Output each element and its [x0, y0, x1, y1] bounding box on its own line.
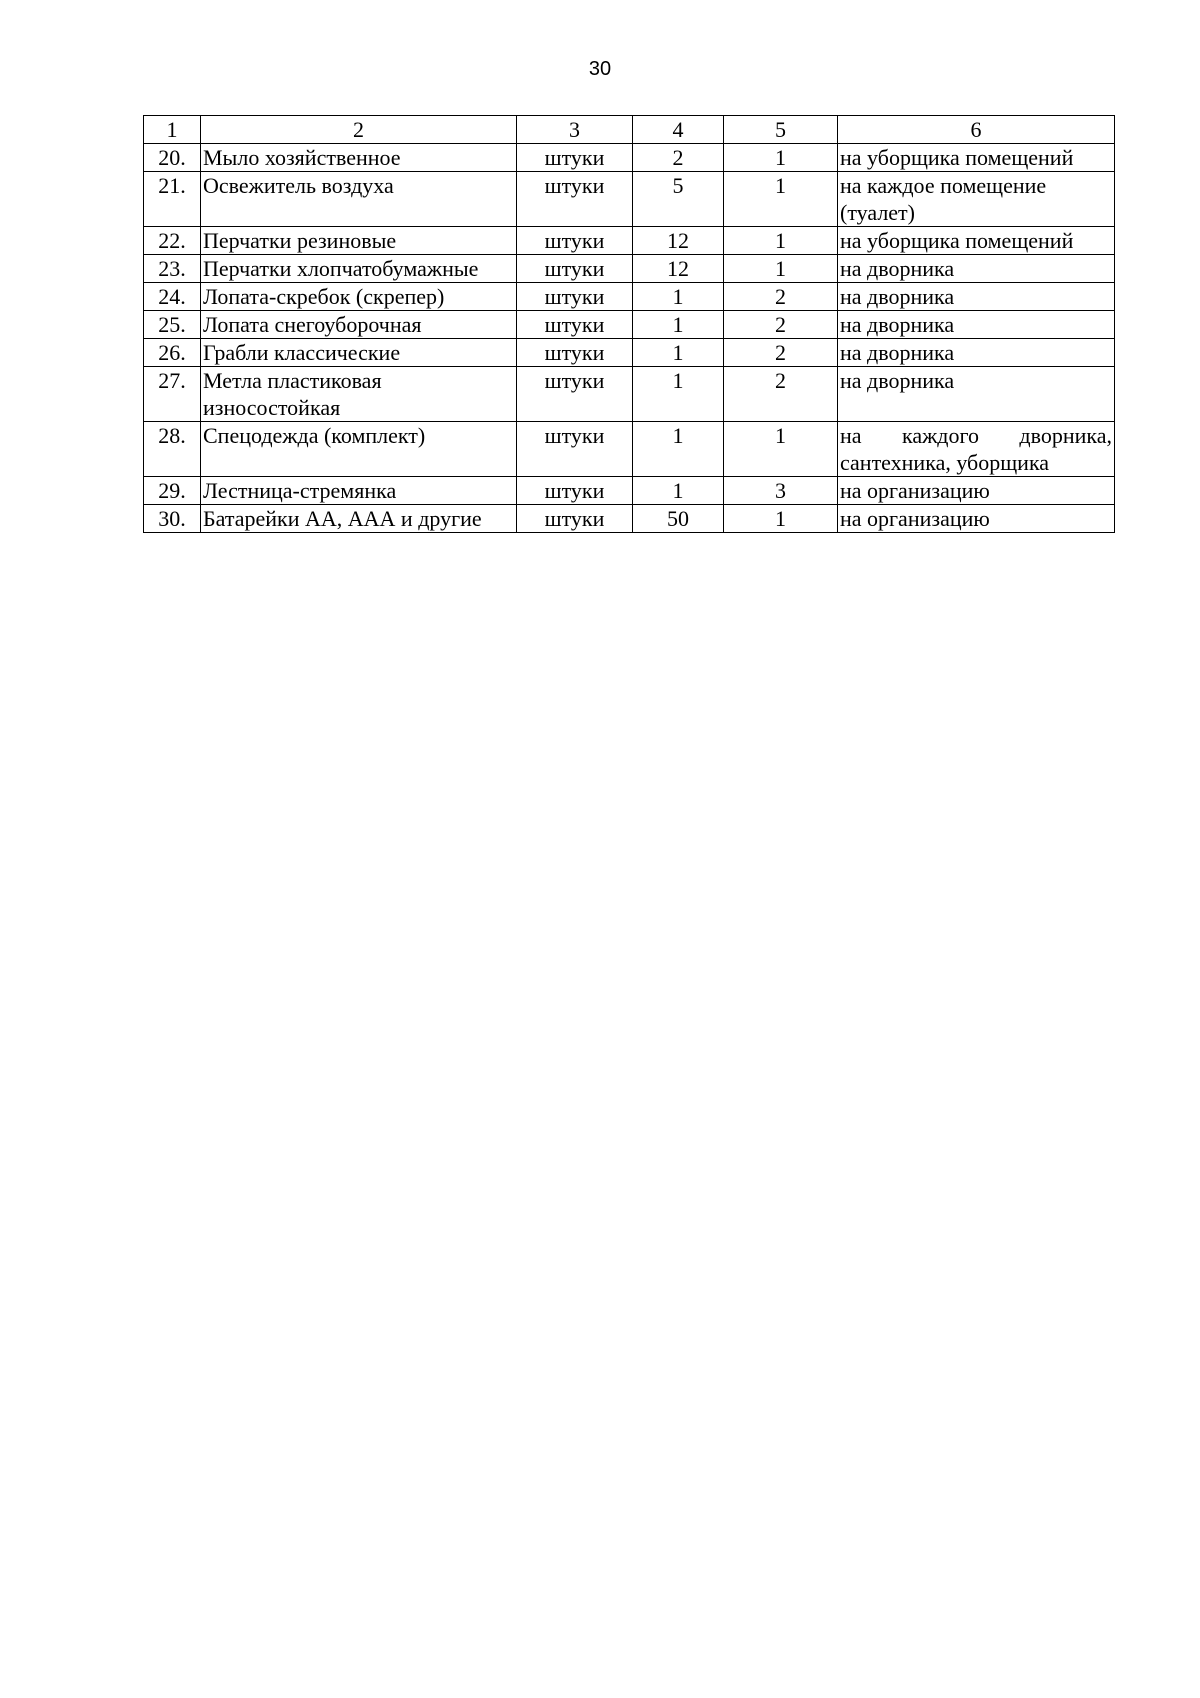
- item-norm: на дворника: [838, 339, 1115, 367]
- row-number: 30.: [144, 505, 201, 533]
- item-term: 2: [724, 311, 838, 339]
- item-term: 2: [724, 367, 838, 422]
- item-term: 1: [724, 255, 838, 283]
- header-cell: 5: [724, 116, 838, 144]
- item-norm: на организацию: [838, 477, 1115, 505]
- item-name: Перчатки хлопчатобумажные: [201, 255, 517, 283]
- item-term: 1: [724, 227, 838, 255]
- row-number: 27.: [144, 367, 201, 422]
- row-number: 26.: [144, 339, 201, 367]
- table-row: [144, 422, 1115, 477]
- table-row: [144, 172, 1115, 227]
- item-norm: на каждое помещение (туалет): [838, 172, 1115, 227]
- row-number: 22.: [144, 227, 201, 255]
- item-unit: штуки: [517, 422, 633, 477]
- table-row: [144, 255, 1115, 283]
- item-quantity: 1: [633, 477, 724, 505]
- item-norm: на организацию: [838, 505, 1115, 533]
- item-unit: штуки: [517, 477, 633, 505]
- item-name: Грабли классические: [201, 339, 517, 367]
- row-number: 25.: [144, 311, 201, 339]
- item-quantity: 1: [633, 339, 724, 367]
- table-row: [144, 283, 1115, 311]
- item-quantity: 1: [633, 367, 724, 422]
- item-name: Метла пластиковая износостойкая: [201, 367, 517, 422]
- items-table: [143, 115, 1115, 533]
- item-name: Освежитель воздуха: [201, 172, 517, 227]
- table-row: [144, 339, 1115, 367]
- item-unit: штуки: [517, 172, 633, 227]
- item-quantity: 1: [633, 311, 724, 339]
- table-row: [144, 367, 1115, 422]
- item-term: 1: [724, 172, 838, 227]
- item-name: Лопата снегоуборочная: [201, 311, 517, 339]
- item-term: 2: [724, 283, 838, 311]
- item-quantity: 50: [633, 505, 724, 533]
- item-name: Спецодежда (комплект): [201, 422, 517, 477]
- row-number: 28.: [144, 422, 201, 477]
- item-term: 1: [724, 422, 838, 477]
- item-norm: на дворника: [838, 311, 1115, 339]
- item-name: Мыло хозяйственное: [201, 144, 517, 172]
- item-unit: штуки: [517, 367, 633, 422]
- header-cell: 2: [201, 116, 517, 144]
- item-quantity: 12: [633, 255, 724, 283]
- item-name: Перчатки резиновые: [201, 227, 517, 255]
- item-unit: штуки: [517, 283, 633, 311]
- page-number: 30: [588, 58, 612, 80]
- table-row: [144, 311, 1115, 339]
- item-norm: на дворника: [838, 255, 1115, 283]
- item-norm: на дворника: [838, 283, 1115, 311]
- item-term: 1: [724, 505, 838, 533]
- item-norm: на уборщика помещений: [838, 144, 1115, 172]
- table-row: [144, 505, 1115, 533]
- item-unit: штуки: [517, 227, 633, 255]
- item-name: Лестница-стремянка: [201, 477, 517, 505]
- item-norm: на уборщика помещений: [838, 227, 1115, 255]
- header-cell: 1: [144, 116, 201, 144]
- item-quantity: 1: [633, 283, 724, 311]
- item-norm: на каждого дворника, сантехника, уборщика: [838, 422, 1115, 477]
- item-term: 1: [724, 144, 838, 172]
- item-term: 3: [724, 477, 838, 505]
- row-number: 24.: [144, 283, 201, 311]
- item-unit: штуки: [517, 144, 633, 172]
- item-term: 2: [724, 339, 838, 367]
- table-row: [144, 144, 1115, 172]
- row-number: 20.: [144, 144, 201, 172]
- item-quantity: 2: [633, 144, 724, 172]
- table-row: [144, 227, 1115, 255]
- table-row: [144, 477, 1115, 505]
- header-cell: 3: [517, 116, 633, 144]
- header-cell: 6: [838, 116, 1115, 144]
- item-norm: на дворника: [838, 367, 1115, 422]
- item-quantity: 5: [633, 172, 724, 227]
- item-unit: штуки: [517, 505, 633, 533]
- item-unit: штуки: [517, 311, 633, 339]
- row-number: 29.: [144, 477, 201, 505]
- table-header-row: [144, 116, 1115, 144]
- item-name: Батарейки АА, ААА и другие: [201, 505, 517, 533]
- header-cell: 4: [633, 116, 724, 144]
- row-number: 21.: [144, 172, 201, 227]
- item-quantity: 1: [633, 422, 724, 477]
- item-name: Лопата-скребок (скрепер): [201, 283, 517, 311]
- item-unit: штуки: [517, 255, 633, 283]
- item-unit: штуки: [517, 339, 633, 367]
- row-number: 23.: [144, 255, 201, 283]
- item-quantity: 12: [633, 227, 724, 255]
